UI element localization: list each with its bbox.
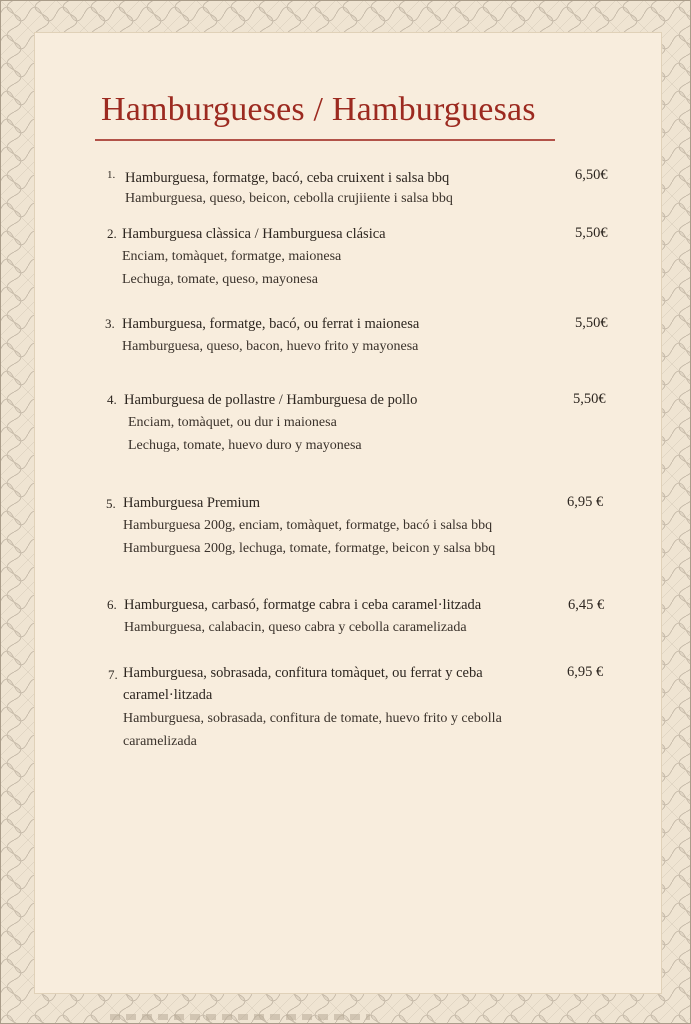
item-name: Hamburguesa, sobrasada, confitura tomàquet, ou ferrat y ceba xyxy=(123,665,483,681)
item-number: 7. xyxy=(108,667,118,682)
item-description: Enciam, tomàquet, ou dur i maionesa xyxy=(128,415,337,430)
item-number: 2. xyxy=(107,226,117,241)
title-underline xyxy=(95,139,555,141)
item-description: Hamburguesa 200g, lechuga, tomate, formatge, beicon y salsa bbq xyxy=(123,541,496,556)
item-price: 5,50€ xyxy=(573,391,606,407)
item-description: Lechuga, tomate, huevo duro y mayonesa xyxy=(128,438,362,453)
item-name-continued: caramel·litzada xyxy=(123,687,213,703)
item-number: 1. xyxy=(107,169,116,181)
item-name: Hamburguesa de pollastre / Hamburguesa de pollo xyxy=(124,392,418,408)
item-description: Hamburguesa, queso, bacon, huevo frito y mayonesa xyxy=(122,339,419,354)
item-description: Hamburguesa, queso, beicon, cebolla crujiiente i salsa bbq xyxy=(125,191,453,206)
item-price: 6,50€ xyxy=(575,167,608,183)
item-price: 5,50€ xyxy=(575,315,608,331)
item-number: 3. xyxy=(105,316,115,331)
menu-page xyxy=(34,32,662,994)
item-price: 6,45 € xyxy=(568,597,605,613)
cut-off-footer-text xyxy=(110,1014,370,1020)
item-description: caramelizada xyxy=(123,734,197,749)
item-number: 5. xyxy=(106,496,116,511)
item-number: 4. xyxy=(107,392,117,407)
item-price: 6,95 € xyxy=(567,664,604,680)
item-description: Hamburguesa, calabacin, queso cabra y cebolla caramelizada xyxy=(124,620,467,635)
item-name: Hamburguesa, formatge, bacó, ou ferrat i maionesa xyxy=(122,316,420,332)
item-description: Enciam, tomàquet, formatge, maionesa xyxy=(122,249,342,264)
item-name: Hamburguesa clàssica / Hamburguesa clásica xyxy=(122,226,386,242)
item-name: Hamburguesa, carbasó, formatge cabra i ceba caramel·litzada xyxy=(124,597,482,613)
menu-title: Hamburgueses / Hamburguesas xyxy=(101,91,536,128)
item-name: Hamburguesa Premium xyxy=(123,495,261,511)
item-price: 5,50€ xyxy=(575,225,608,241)
item-description: Hamburguesa 200g, enciam, tomàquet, formatge, bacó i salsa bbq xyxy=(123,518,493,533)
item-description: Lechuga, tomate, queso, mayonesa xyxy=(122,272,318,287)
item-price: 6,95 € xyxy=(567,494,604,510)
item-name: Hamburguesa, formatge, bacó, ceba cruixent i salsa bbq xyxy=(125,170,450,186)
item-description: Hamburguesa, sobrasada, confitura de tomate, huevo frito y cebolla xyxy=(123,711,502,726)
item-number: 6. xyxy=(107,597,117,612)
